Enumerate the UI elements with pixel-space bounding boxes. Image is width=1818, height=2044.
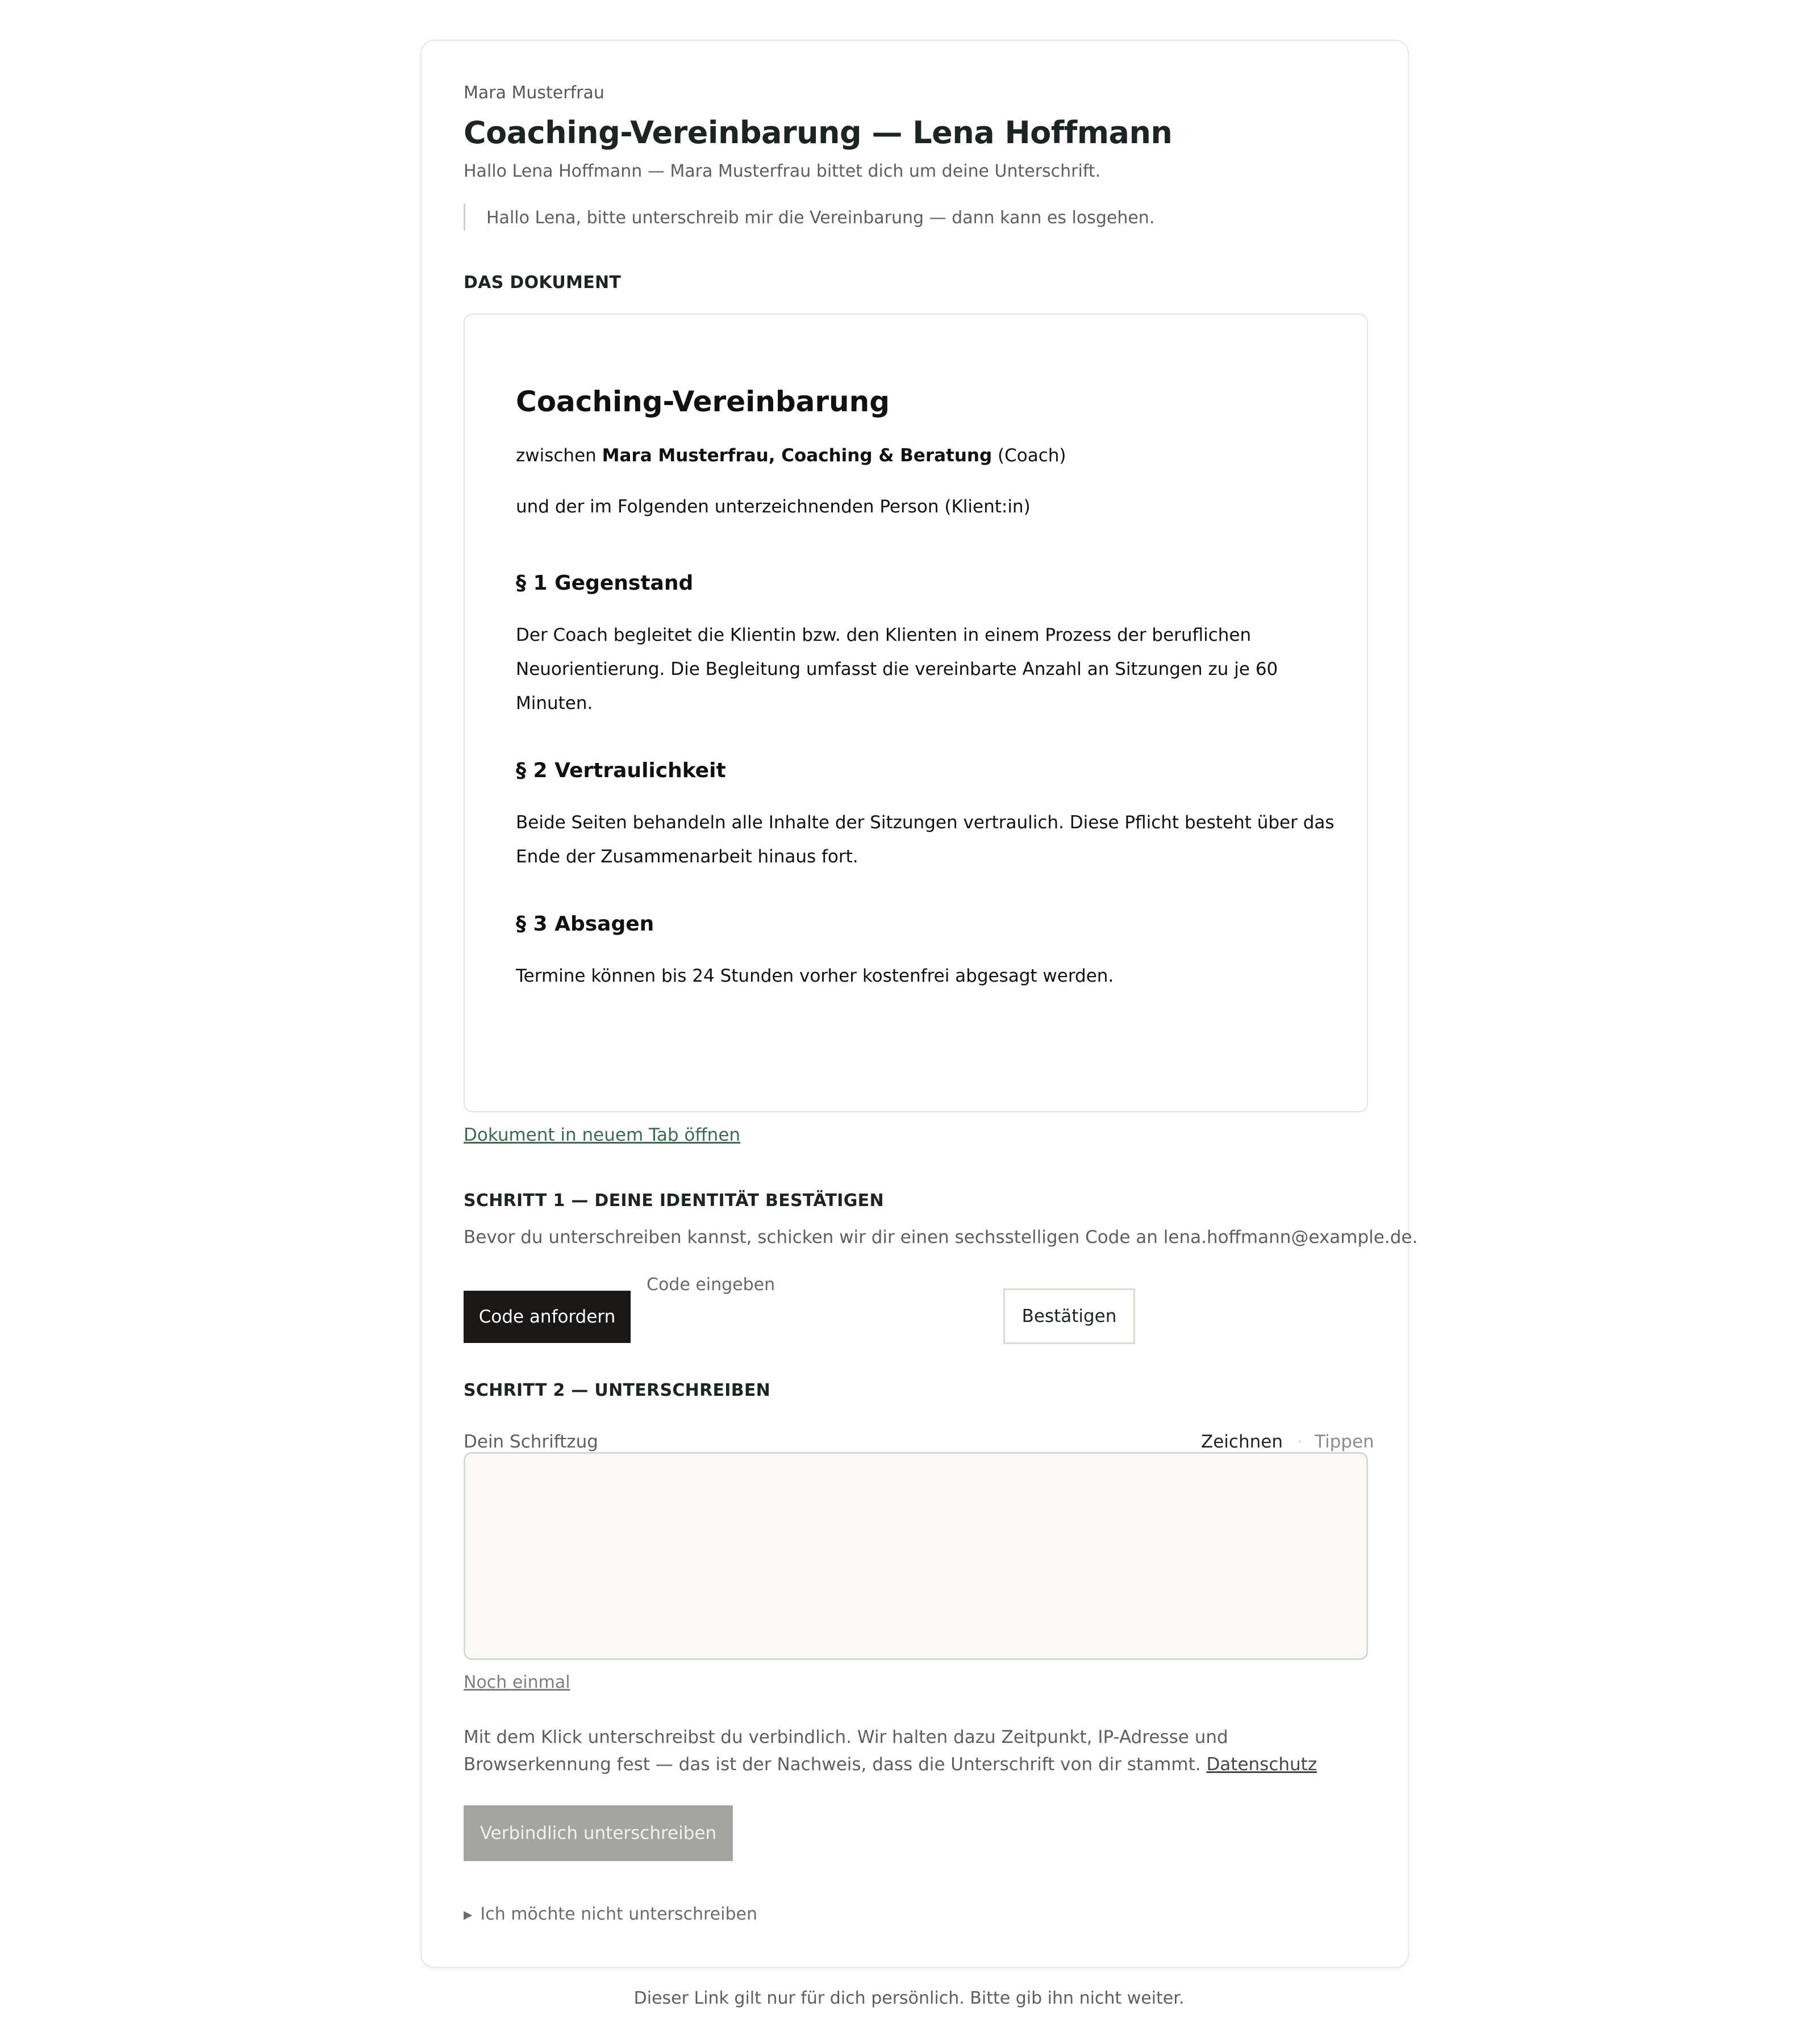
decline-label: Ich möchte nicht unterschreiben	[480, 1904, 757, 1924]
step1-description: Bevor du unterschreiben kannst, schicken wir dir einen sechsstelligen Code an lena.hoffmann@example.de.	[464, 1227, 1418, 1248]
privacy-link[interactable]: Datenschutz	[1206, 1754, 1317, 1775]
page-title: Coaching-Vereinbarung — Lena Hoffmann	[464, 115, 1173, 151]
quote-divider	[464, 203, 465, 231]
section-line: Beide Seiten behandeln alle Inhalte der Sitzungen vertraulich. Diese Pflicht besteht über das	[516, 812, 1335, 833]
mode-separator: ·	[1298, 1434, 1302, 1450]
between-suffix: (Coach)	[992, 445, 1066, 466]
signature-pad[interactable]	[464, 1452, 1368, 1660]
mode-draw-tab[interactable]: Zeichnen	[1201, 1432, 1283, 1452]
confirm-code-button[interactable]: Bestätigen	[1003, 1288, 1135, 1344]
legal-notice	[464, 1724, 1368, 1778]
between-prefix: zwischen	[516, 445, 602, 466]
footer-note: Dieser Link gilt nur für dich persönlich. Bitte gib ihn nicht weiter.	[633, 1988, 1185, 2008]
clear-signature-link[interactable]: Noch einmal	[464, 1672, 570, 1692]
code-input[interactable]	[647, 1302, 828, 1342]
decline-toggle[interactable]	[464, 1904, 757, 1924]
sign-button[interactable]: Verbindlich unterschreiben	[464, 1805, 733, 1861]
request-code-button[interactable]: Code anfordern	[464, 1291, 631, 1343]
open-document-link[interactable]: Dokument in neuem Tab öffnen	[464, 1125, 741, 1145]
sender-name: Mara Musterfrau	[464, 83, 604, 103]
section-line: Minuten.	[516, 693, 593, 714]
between-party: Mara Musterfrau, Coaching & Beratung	[602, 445, 993, 466]
document-between-line	[516, 445, 1066, 466]
document-preview[interactable]	[464, 314, 1368, 1112]
section-heading: § 1 Gegenstand	[516, 572, 694, 595]
document-section-label: DAS DOKUMENT	[464, 273, 622, 293]
disclosure-triangle-icon: ▶	[464, 1907, 473, 1921]
section-heading: § 3 Absagen	[516, 912, 654, 936]
legal-text: Mit dem Klick unterschreibst du verbindlich. Wir halten dazu Zeitpunkt, IP-Adresse und Browserkennung fest — das ist der Nachweis, dass die Unterschrift von dir stammt.	[464, 1727, 1228, 1775]
personal-message: Hallo Lena, bitte unterschreib mir die Vereinbarung — dann kann es losgehen.	[486, 208, 1155, 228]
signing-card	[420, 40, 1418, 1968]
section-heading: § 2 Vertraulichkeit	[516, 759, 726, 782]
document-title: Coaching-Vereinbarung	[516, 385, 890, 418]
code-input-label: Code eingeben	[647, 1275, 775, 1295]
signature-label: Dein Schriftzug	[464, 1432, 598, 1452]
greeting-text: Hallo Lena Hoffmann — Mara Musterfrau bittet dich um deine Unterschrift.	[464, 161, 1101, 181]
section-line: Der Coach begleitet die Klientin bzw. den Klienten in einem Prozess der beruflichen	[516, 625, 1252, 645]
step1-label: SCHRITT 1 — DEINE IDENTITÄT BESTÄTIGEN	[464, 1191, 884, 1211]
section-line: Ende der Zusammenarbeit hinaus fort.	[516, 846, 858, 867]
section-line: Termine können bis 24 Stunden vorher kostenfrei abgesagt werden.	[516, 966, 1114, 986]
document-and-line: und der im Folgenden unterzeichnenden Person (Klient:in)	[516, 497, 1031, 517]
step2-label: SCHRITT 2 — UNTERSCHREIBEN	[464, 1380, 771, 1400]
section-line: Neuorientierung. Die Begleitung umfasst die vereinbarte Anzahl an Sitzungen zu je 60	[516, 659, 1278, 679]
mode-type-tab[interactable]: Tippen	[1315, 1432, 1374, 1452]
